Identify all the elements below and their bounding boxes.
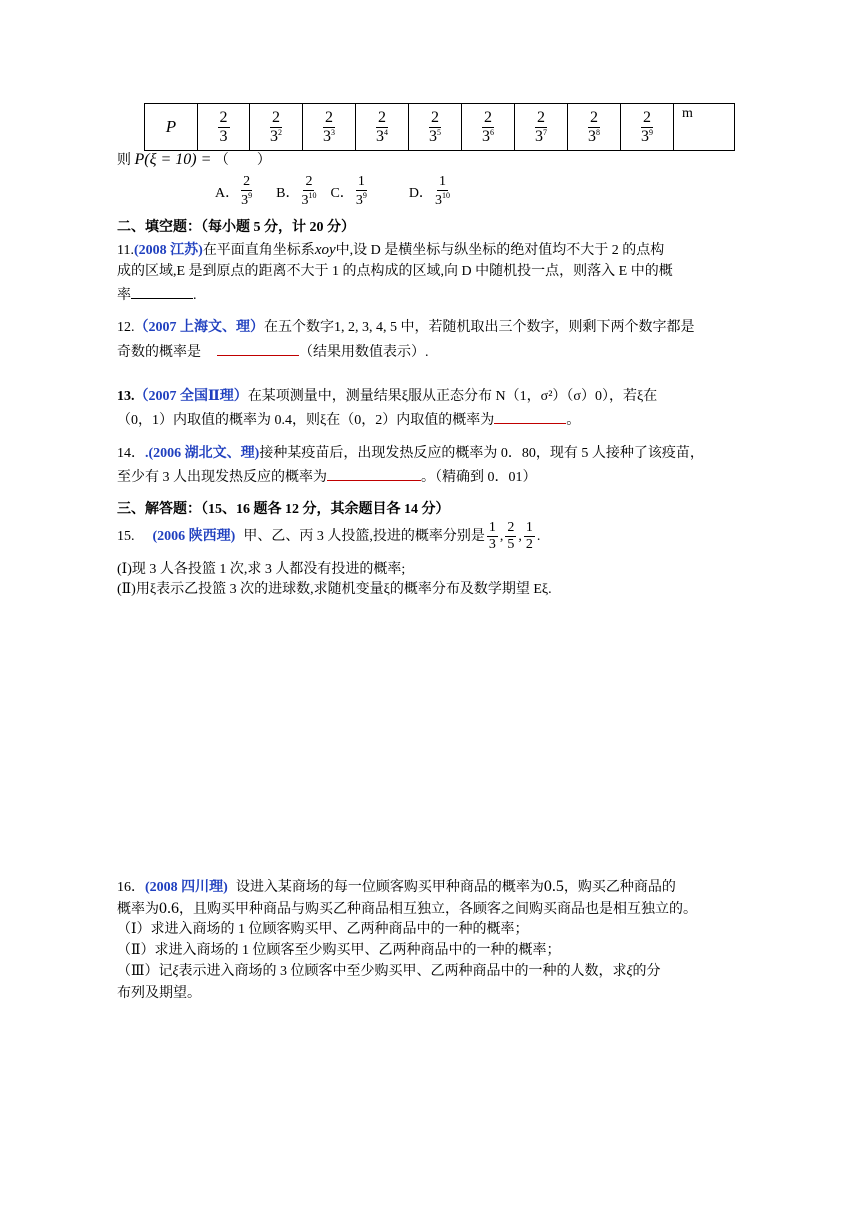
fraction: $\frac{2}{3^2}$ [270,108,282,145]
table-cell [515,104,568,151]
source-tag: (2008 四川理) [145,880,228,895]
q16-line1: 16．(2008 四川理) 设进入某商场的每一位顾客购买甲种商品的概率为0.5，购买乙种商品的 [117,878,676,895]
table-row [145,104,735,151]
table-cell [462,104,515,151]
q13-line1: 13.（2007 全国Ⅱ理）在某项测量中，测量结果ξ服从正态分布 N（1，σ²）（σ）0），若ξ在 [117,389,658,404]
q16-part3-cont: 布列及期望。 [117,986,201,1001]
q11-line3: 率 . [117,284,197,306]
fraction: $\frac{1}{2}$ [525,520,533,552]
q11-line1: 11.(2008 江苏)在平面直角坐标系xoy中,设 D 是横坐标与纵坐标的绝对值均不大于 2 的点构 [117,242,665,258]
fraction: $\frac{2}{3^4}$ [376,108,388,145]
fraction: $\frac{2}{5}$ [507,520,515,552]
q12-line2: 奇数的概率是 （结果用数值表示）. [117,341,429,363]
q16-part1: （Ⅰ）求进入商场的 1 位顾客购买甲、乙两种商品中的一种的概率； [117,922,529,937]
fraction: $\frac{2}{3^3}$ [323,108,335,145]
answer-blank[interactable] [494,409,566,424]
choice-b[interactable]: B． $\frac{2}{3^{10}}$ [276,174,317,208]
fraction: $\frac{1}{3^9}$ [355,174,367,208]
source-tag: (2006 陕西理) [152,528,236,544]
source-tag: （2007 全国Ⅱ理） [134,389,248,404]
table-cell-m: m [674,104,735,151]
q14-line1: 14．.(2006 湖北文、理)接种某疫苗后，出现发热反应的概率为 0．80，现有 5 人接种了该疫苗， [117,446,704,461]
q11-line2: 成的区域,E 是到原点的距离不大于 1 的点构成的区域,向 D 中随机投一点，则落入 E 中的概 [117,264,673,279]
row-label-cell [145,104,198,151]
fraction: $\frac{2}{3^9}$ [241,174,253,208]
table-cell [568,104,621,151]
answer-blank[interactable] [217,341,299,356]
q15-line1: 15. (2006 陕西理) 甲、乙、丙 3 人投篮,投进的概率分别是 $\frac{1}{3}$ , $\frac{2}{5}$ , $\frac{1}{2}$ . [117,520,541,552]
q10-stem: 则 P(ξ = 10) = （ ） [117,151,271,168]
choice-a[interactable]: A． $\frac{2}{3^9}$ [215,174,253,208]
q12-line1: 12.（2007 上海文、理）在五个数字1, 2, 3, 4, 5 中，若随机取出三个数字，则剩下两个数字都是 [117,320,695,335]
source-tag: .(2006 湖北文、理) [145,446,260,461]
fraction: $\frac{1}{3^{10}}$ [434,174,450,208]
q15-part2: (Ⅱ)用ξ表示乙投篮 3 次的进球数,求随机变量ξ的概率分布及数学期望 Eξ. [117,582,552,597]
fraction: $\frac{1}{3}$ [488,520,496,552]
fraction: $\frac{2}{3^5}$ [429,108,441,145]
source-tag: (2008 江苏) [133,243,203,258]
section-title: 三、解答题：（15、16 题各 12 分，其余题目各 14 分） [117,502,450,517]
q16-part2: （Ⅱ）求进入商场的 1 位顾客至少购买甲、乙两种商品中的一种的概率； [117,943,561,958]
table-cell [409,104,462,151]
q16-line2: 概率为0.6，且购买甲种商品与购买乙种商品相互独立，各顾客之间购买商品也是相互独立的。 [117,900,697,917]
table-cell [303,104,356,151]
answer-blank[interactable] [131,284,193,299]
section-title: 二、填空题：（每小题 5 分，计 20 分） [117,220,355,235]
q16-part3: （Ⅲ）记ξ表示进入商场的 3 位顾客中至少购买甲、乙两种商品中的一种的人数，求ξ的分 [117,964,661,979]
fraction: $\frac{2}{3^6}$ [482,108,494,145]
table-cell [250,104,303,151]
probability-table [144,103,735,151]
table-cell [621,104,674,151]
fraction: $\frac{2}{3^9}$ [641,108,653,145]
choice-d[interactable]: D． $\frac{1}{3^{10}}$ [408,174,450,208]
fraction: $\frac{2}{3^7}$ [535,108,547,145]
fraction: $\frac{2}{3}$ [219,108,228,145]
row-label: P [165,117,177,136]
q15-part1: (Ⅰ)现 3 人各投篮 1 次,求 3 人都没有投进的概率; [117,562,406,577]
source-tag: （2007 上海文、理） [134,320,264,335]
fraction: $\frac{2}{3^{10}}$ [301,174,317,208]
fraction: $\frac{2}{3^8}$ [588,108,600,145]
q10-choices [215,175,452,208]
table-cell [198,104,250,151]
answer-blank[interactable] [327,466,421,481]
choice-c[interactable]: C． $\frac{1}{3^9}$ [330,174,367,208]
table-cell [356,104,409,151]
q14-line2: 至少有 3 人出现发热反应的概率为 。（精确到 0．01） [117,466,537,488]
q13-line2: （0，1）内取值的概率为 0.4，则ξ在（0，2）内取值的概率为 。 [117,409,580,431]
